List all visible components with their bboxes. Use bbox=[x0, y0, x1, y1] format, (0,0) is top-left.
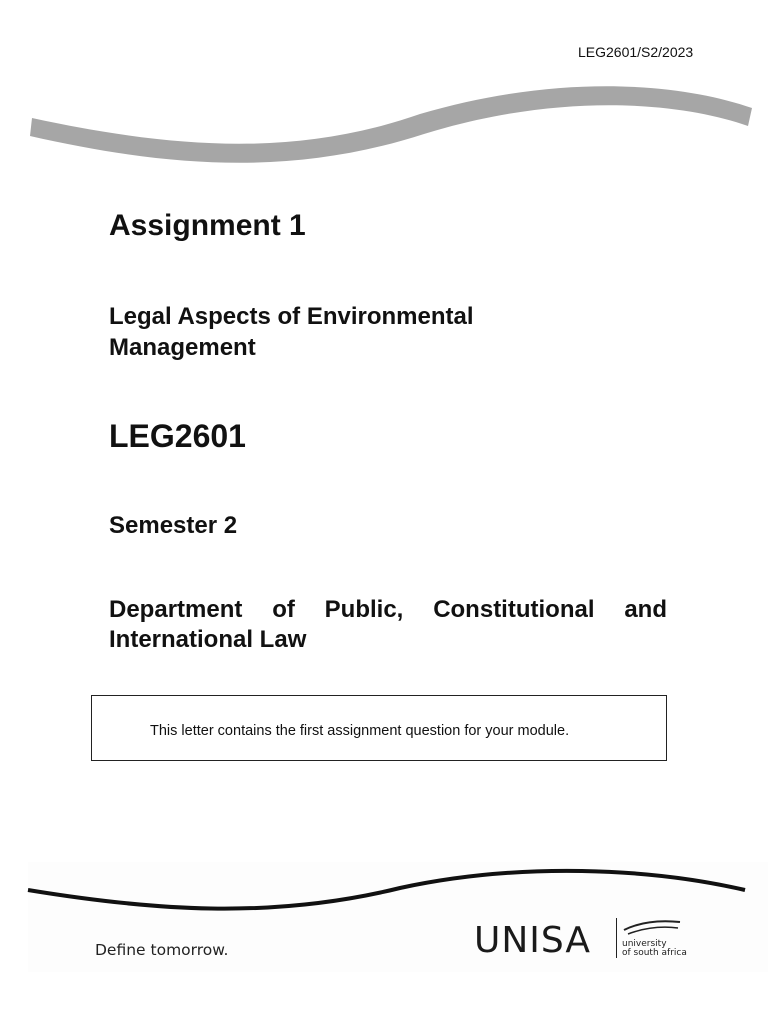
module-name bbox=[109, 301, 609, 363]
logo-subtext-line-2: of south africa bbox=[622, 948, 687, 958]
semester-label: Semester 2 bbox=[109, 512, 238, 539]
department-word: and bbox=[624, 596, 667, 623]
module-name-line-2: Management bbox=[109, 334, 256, 361]
decorative-swoosh-top bbox=[0, 78, 768, 168]
notice-text: This letter contains the first assignment question for your module. bbox=[150, 723, 570, 739]
module-code: LEG2601 bbox=[109, 418, 246, 454]
document-reference: LEG2601/S2/2023 bbox=[578, 44, 694, 60]
logo-subtext-line-1: university bbox=[622, 939, 667, 949]
assignment-title: Assignment 1 bbox=[109, 209, 306, 242]
module-name-line-1: Legal Aspects of Environmental bbox=[109, 303, 474, 330]
logo-divider bbox=[616, 918, 617, 958]
department-word: of bbox=[272, 596, 295, 623]
tagline: Define tomorrow. bbox=[95, 941, 229, 959]
unisa-logo-subtext bbox=[622, 940, 687, 958]
department-line-1 bbox=[109, 595, 667, 625]
department-word: Department bbox=[109, 596, 243, 623]
department-name bbox=[109, 595, 667, 655]
department-word: Constitutional bbox=[433, 596, 595, 623]
department-word: Public, bbox=[324, 596, 404, 623]
unisa-logo-icon bbox=[620, 916, 684, 938]
unisa-logo-text: UNISA bbox=[474, 920, 592, 961]
department-line-2: International Law bbox=[109, 626, 307, 653]
notice-box bbox=[91, 695, 667, 761]
